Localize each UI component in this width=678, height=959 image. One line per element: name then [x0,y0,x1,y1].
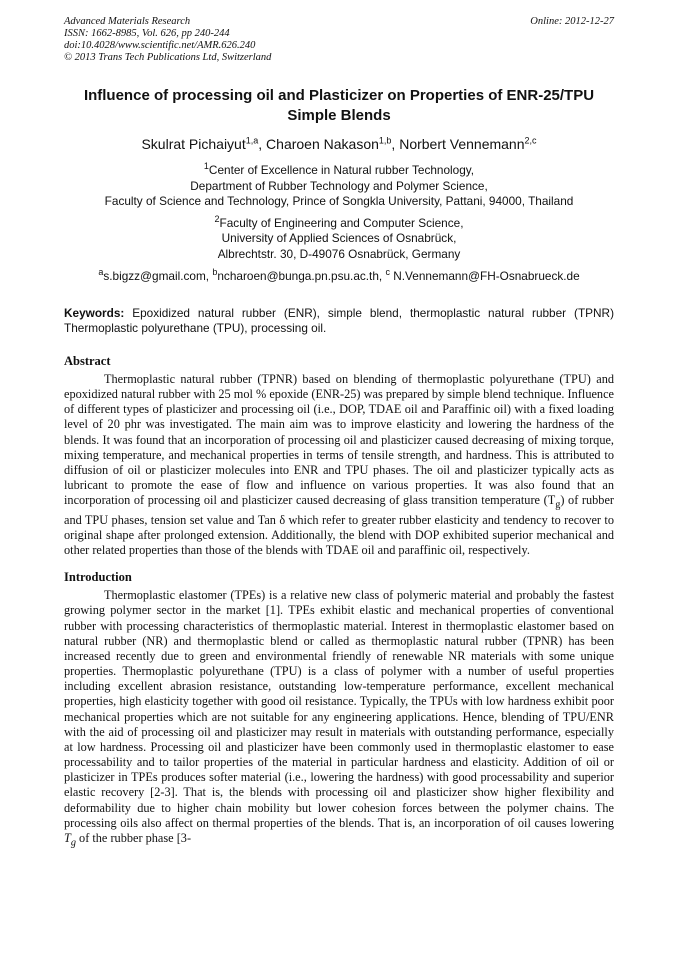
journal-header [64,16,614,64]
affiliation-line: Faculty of Science and Technology, Prince of Songkla University, Pattani, 94000, Thailand [104,194,574,208]
affiliation-line: Albrechtstr. 30, D-49076 Osnabrück, Germany [217,246,461,261]
affiliation-line: University of Applied Sciences of Osnabrück, [221,231,457,245]
author-separator: , [391,136,400,152]
affiliation-1 [64,163,614,210]
abstract-paragraph: Thermoplastic natural rubber (TPNR) based on blending of thermoplastic polyurethane (TPU) and epoxidized natural rubber with 25 mol % epoxide (ENR-25) was prepared by simple blend technique. Influence of different types of plasticizer and processing oil (i.e., DOP, TDAE oil and Paraffinic oil) with a fixed loading level of 20 phr was investigated. The main aim was to improve elasticity and lowering the hardness of the blends. It was found that an incorporation of processing oil and plasticizer caused decreasing of mixing torque, mixing temperature, and mechanical properties in terms of tensile strength, and hardness. This is attributed to diffusion of oil or plasticizer molecules into ENR and TPU phases. The oil and plasticizer typically acts as lubricant to promote the ease of flow and influence on various properties. It was also found that an incorporation of processing oil and plasticizer caused decreasing of glass transition temperature $(T_g)$ of rubber and TPU phases, tension set value and Tan δ which refer to greater rubber elasticity and tendency to recover to original shape after prolonged extension. Additionally, the blend with DOP exhibited superior mechanical and other related properties than those of the blends with TDAE oil and paraffinic oil, respectively. [64,372,614,558]
author-affiliation-marker: 1,a [245,135,259,146]
author-affiliation-marker: 2,c [524,135,537,146]
keywords [64,306,614,336]
affiliation-line: $^1$Center of Excellence in Natural rubber Technology, [203,161,475,177]
author-separator: , [258,136,267,152]
journal-doi: doi:10.4028/www.scientific.net/AMR.626.240 [64,40,256,51]
author-name: Charoen Nakason [266,136,379,152]
author-affiliation-marker: 1,b [378,135,392,146]
journal-info [64,16,271,64]
subscript-g: g [555,499,561,511]
affiliation-marker: 1 [203,161,209,172]
introduction-paragraph: Thermoplastic elastomer (TPEs) is a relative new class of polymeric material and probably the fastest growing polymer sector in the market [1]. TPEs exhibit elastic and mechanical properties of conventional rubber with processing characteristics of thermoplastic material. Interest in thermoplastic elastomer based on natural rubber (NR) and thermoplastic blend or called as thermoplastic natural rubber (TPNR) has been increased recently due to green and environmental friendly of renewable NR materials with some unique properties. Thermoplastic polyurethane (TPU) is a class of polymer with a number of useful properties including excellent abrasion resistance, outstanding low-temperature performance, excellent mechanical properties, high elasticity together with good oil resistance. Typically, the TPUs with low hardness exhibit poor mechanical properties which are not suitable for any engineering applications. Hence, blending of TPU/ENR with the aid of processing oil and plasticizer may result in materials with outstanding performance, especially at low hardness. Processing oil and plasticizer have been commonly used in thermoplastic elastomer to ease processability and to tailor properties of the material in particular hardness and elasticity. Addition of oil or plasticizer in TPEs produces softer material (i.e., lowering the hardness) with good processability and superior elastic recovery [2-3]. That is, the blends with processing oil and plasticizer show higher flexibility and deformability due to higher chain mobility but lower cohesion forces between the polymer chains. The processing oils also affect on thermal properties of the blends. That is, an incorporation of oil causes lowering $T_g$ of the rubber phase [3- [64,588,614,849]
email-marker: c [385,267,390,278]
paper-title: Influence of processing oil and Plasticizer on Properties of ENR-25/TPU Simple Blends [83,87,595,124]
affiliation-line: Department of Rubber Technology and Polymer Science, [190,178,488,193]
journal-copyright: © 2013 Trans Tech Publications Ltd, Switzerland [64,52,272,63]
author-name: Norbert Vennemann [399,136,525,152]
email-link[interactable]: ncharoen@bunga.pn.psu.ac.th [217,269,379,283]
affiliation-marker: 2 [214,213,220,224]
email-marker: b [212,267,218,278]
author-name: Skulrat Pichaiyut [141,136,246,152]
email-link[interactable]: s.bigzz@gmail.com [103,269,206,283]
abstract-heading: Abstract [64,354,111,368]
keywords-text: Epoxidized natural rubber (ENR), simple blend, thermoplastic natural rubber (TPNR) Thermoplastic polyurethane (TPU), processing oil. [64,306,615,335]
online-date: Online: 2012-12-27 [530,16,614,27]
tg-symbol: $T_g$ [64,830,76,849]
affiliation-2 [64,213,614,263]
affiliation-line: $^2$Faculty of Engineering and Computer Science, [214,213,464,230]
email-list: $^a$s.bigzz@gmail.com, $^b$ncharoen@bunga.pn.psu.ac.th, $^c$ N.Vennemann@FH-Osnabrueck.de [98,267,580,283]
keywords-label: Keywords: [64,306,125,320]
email-marker: a [98,267,104,278]
journal-name: Advanced Materials Research [64,16,191,27]
email-link[interactable]: N.Vennemann@FH-Osnabrueck.de [393,269,580,283]
introduction-heading: Introduction [64,570,132,585]
journal-issn: ISSN: 1662-8985, Vol. 626, pp 240-244 [64,28,230,39]
author-list [64,135,614,153]
